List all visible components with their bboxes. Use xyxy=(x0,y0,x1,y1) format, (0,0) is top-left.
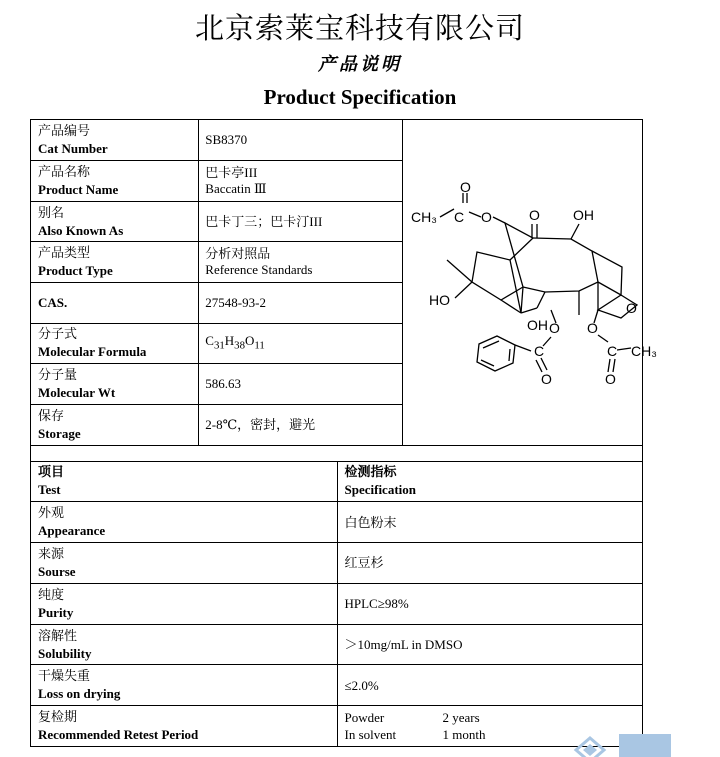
test-row-loss-on-drying xyxy=(31,665,642,706)
test-label-en: Purity xyxy=(38,604,74,620)
test-value: ≤2.0% xyxy=(337,665,642,706)
alias-value: 巴卡丁三；巴卡汀III xyxy=(199,201,403,242)
header-test-cn: 项目 xyxy=(38,465,65,481)
structure-label: O xyxy=(481,209,492,225)
test-label-en: Appearance xyxy=(38,523,106,539)
structure-label: C xyxy=(454,209,465,225)
header-spec-cn: 检测指标 xyxy=(344,465,397,481)
label-en: Also Known As xyxy=(38,222,124,238)
structure-label: O xyxy=(549,320,560,336)
cat-number-value: SB8370 xyxy=(199,120,403,161)
structure-label: OH xyxy=(527,317,548,333)
formula-count: 31 xyxy=(213,339,225,352)
structure-label: HO xyxy=(429,292,450,308)
watermark-bar xyxy=(619,734,671,757)
info-row-formula xyxy=(31,323,403,364)
retest-time: 1 month xyxy=(442,727,486,743)
info-row-product-name xyxy=(31,161,403,202)
product-type-cn: 分析对照品 xyxy=(205,246,271,262)
label-en: Product Type xyxy=(38,263,113,279)
watermark-logo-icon xyxy=(570,734,610,757)
label-en: Product Name xyxy=(38,181,119,197)
retest-form: In solvent xyxy=(344,727,397,743)
test-header-row xyxy=(31,461,642,502)
label-cn: 分子量 xyxy=(38,368,78,384)
info-row-cas xyxy=(31,283,403,324)
test-value: 红豆杉 xyxy=(337,543,642,584)
product-info-table xyxy=(31,120,403,445)
structure-label: C xyxy=(534,343,545,359)
label-cn: 保存 xyxy=(38,408,65,424)
test-label-en: Loss on drying xyxy=(38,686,121,702)
test-label-cn: 溶解性 xyxy=(38,628,78,644)
test-row-retest-period xyxy=(31,706,642,747)
structure-label: CH₃ xyxy=(411,209,437,225)
divider xyxy=(31,445,642,446)
company-name: 北京索莱宝科技有限公司 xyxy=(194,11,525,45)
label-en: Storage xyxy=(38,425,81,441)
test-label-cn: 外观 xyxy=(38,506,65,522)
molecular-formula-value xyxy=(199,323,403,364)
info-row-cat-number xyxy=(31,120,403,161)
formula-count: 11 xyxy=(254,339,265,352)
label-cn: 产品名称 xyxy=(38,164,91,180)
label-cn: 产品类型 xyxy=(38,246,91,262)
structure-label: O xyxy=(460,179,471,195)
cas-value: 27548-93-2 xyxy=(199,283,403,324)
structure-label: OH xyxy=(573,207,594,223)
test-label-en: Recommended Retest Period xyxy=(38,727,199,743)
test-row-source xyxy=(31,543,642,584)
label-en: Molecular Formula xyxy=(38,344,147,360)
product-name-en: Baccatin Ⅲ xyxy=(205,180,267,196)
test-label-en: Sourse xyxy=(38,563,76,579)
info-row-storage xyxy=(31,404,403,445)
chemical-structure xyxy=(404,120,657,445)
document-subtitle: 产品说明 xyxy=(318,54,402,75)
info-row-product-type xyxy=(31,242,403,283)
label-cn: 别名 xyxy=(38,205,65,221)
test-label-cn: 复检期 xyxy=(38,710,78,726)
test-value: HPLC≥98% xyxy=(337,583,642,624)
test-row-solubility xyxy=(31,624,642,665)
test-label-cn: 纯度 xyxy=(38,587,65,603)
structure-label: O xyxy=(626,300,637,316)
label-en: Cat Number xyxy=(38,141,108,157)
formula-element: H xyxy=(224,333,235,349)
mol-weight-value: 586.63 xyxy=(199,364,403,405)
structure-label: O xyxy=(605,371,616,387)
formula-element: C xyxy=(205,333,214,349)
label-en: Molecular Wt xyxy=(38,385,116,401)
structure-label: C xyxy=(607,343,618,359)
product-name-cn: 巴卡亭III xyxy=(205,164,258,180)
formula-element: O xyxy=(245,333,255,349)
retest-time: 2 years xyxy=(442,710,480,726)
formula-count: 38 xyxy=(234,339,245,352)
test-label-cn: 来源 xyxy=(38,546,65,562)
info-row-mol-weight xyxy=(31,364,403,405)
test-spec-table xyxy=(31,461,642,747)
structure-label: O xyxy=(529,207,540,223)
test-label-cn: 干燥失重 xyxy=(38,669,91,685)
page-title: Product Specification xyxy=(263,85,457,109)
info-row-alias xyxy=(31,201,403,242)
test-row-appearance xyxy=(31,502,642,543)
header-test-en: Test xyxy=(38,482,61,498)
test-value: ＞10mg/mL in DMSO xyxy=(337,624,642,665)
product-type-en: Reference Standards xyxy=(205,262,313,278)
test-value: 白色粉末 xyxy=(337,502,642,543)
test-label-en: Solubility xyxy=(38,645,92,661)
storage-value: 2-8℃，密封，避光 xyxy=(199,404,403,445)
label-cn: 分子式 xyxy=(38,327,78,343)
structure-label: CH₃ xyxy=(631,343,657,359)
retest-form: Powder xyxy=(344,710,385,726)
structure-label: O xyxy=(587,320,598,336)
header-spec-en: Specification xyxy=(344,482,416,498)
structure-label: O xyxy=(541,371,552,387)
label-en: CAS. xyxy=(38,295,68,311)
test-row-purity xyxy=(31,583,642,624)
label-cn: 产品编号 xyxy=(38,124,91,140)
spec-sheet xyxy=(30,119,657,747)
